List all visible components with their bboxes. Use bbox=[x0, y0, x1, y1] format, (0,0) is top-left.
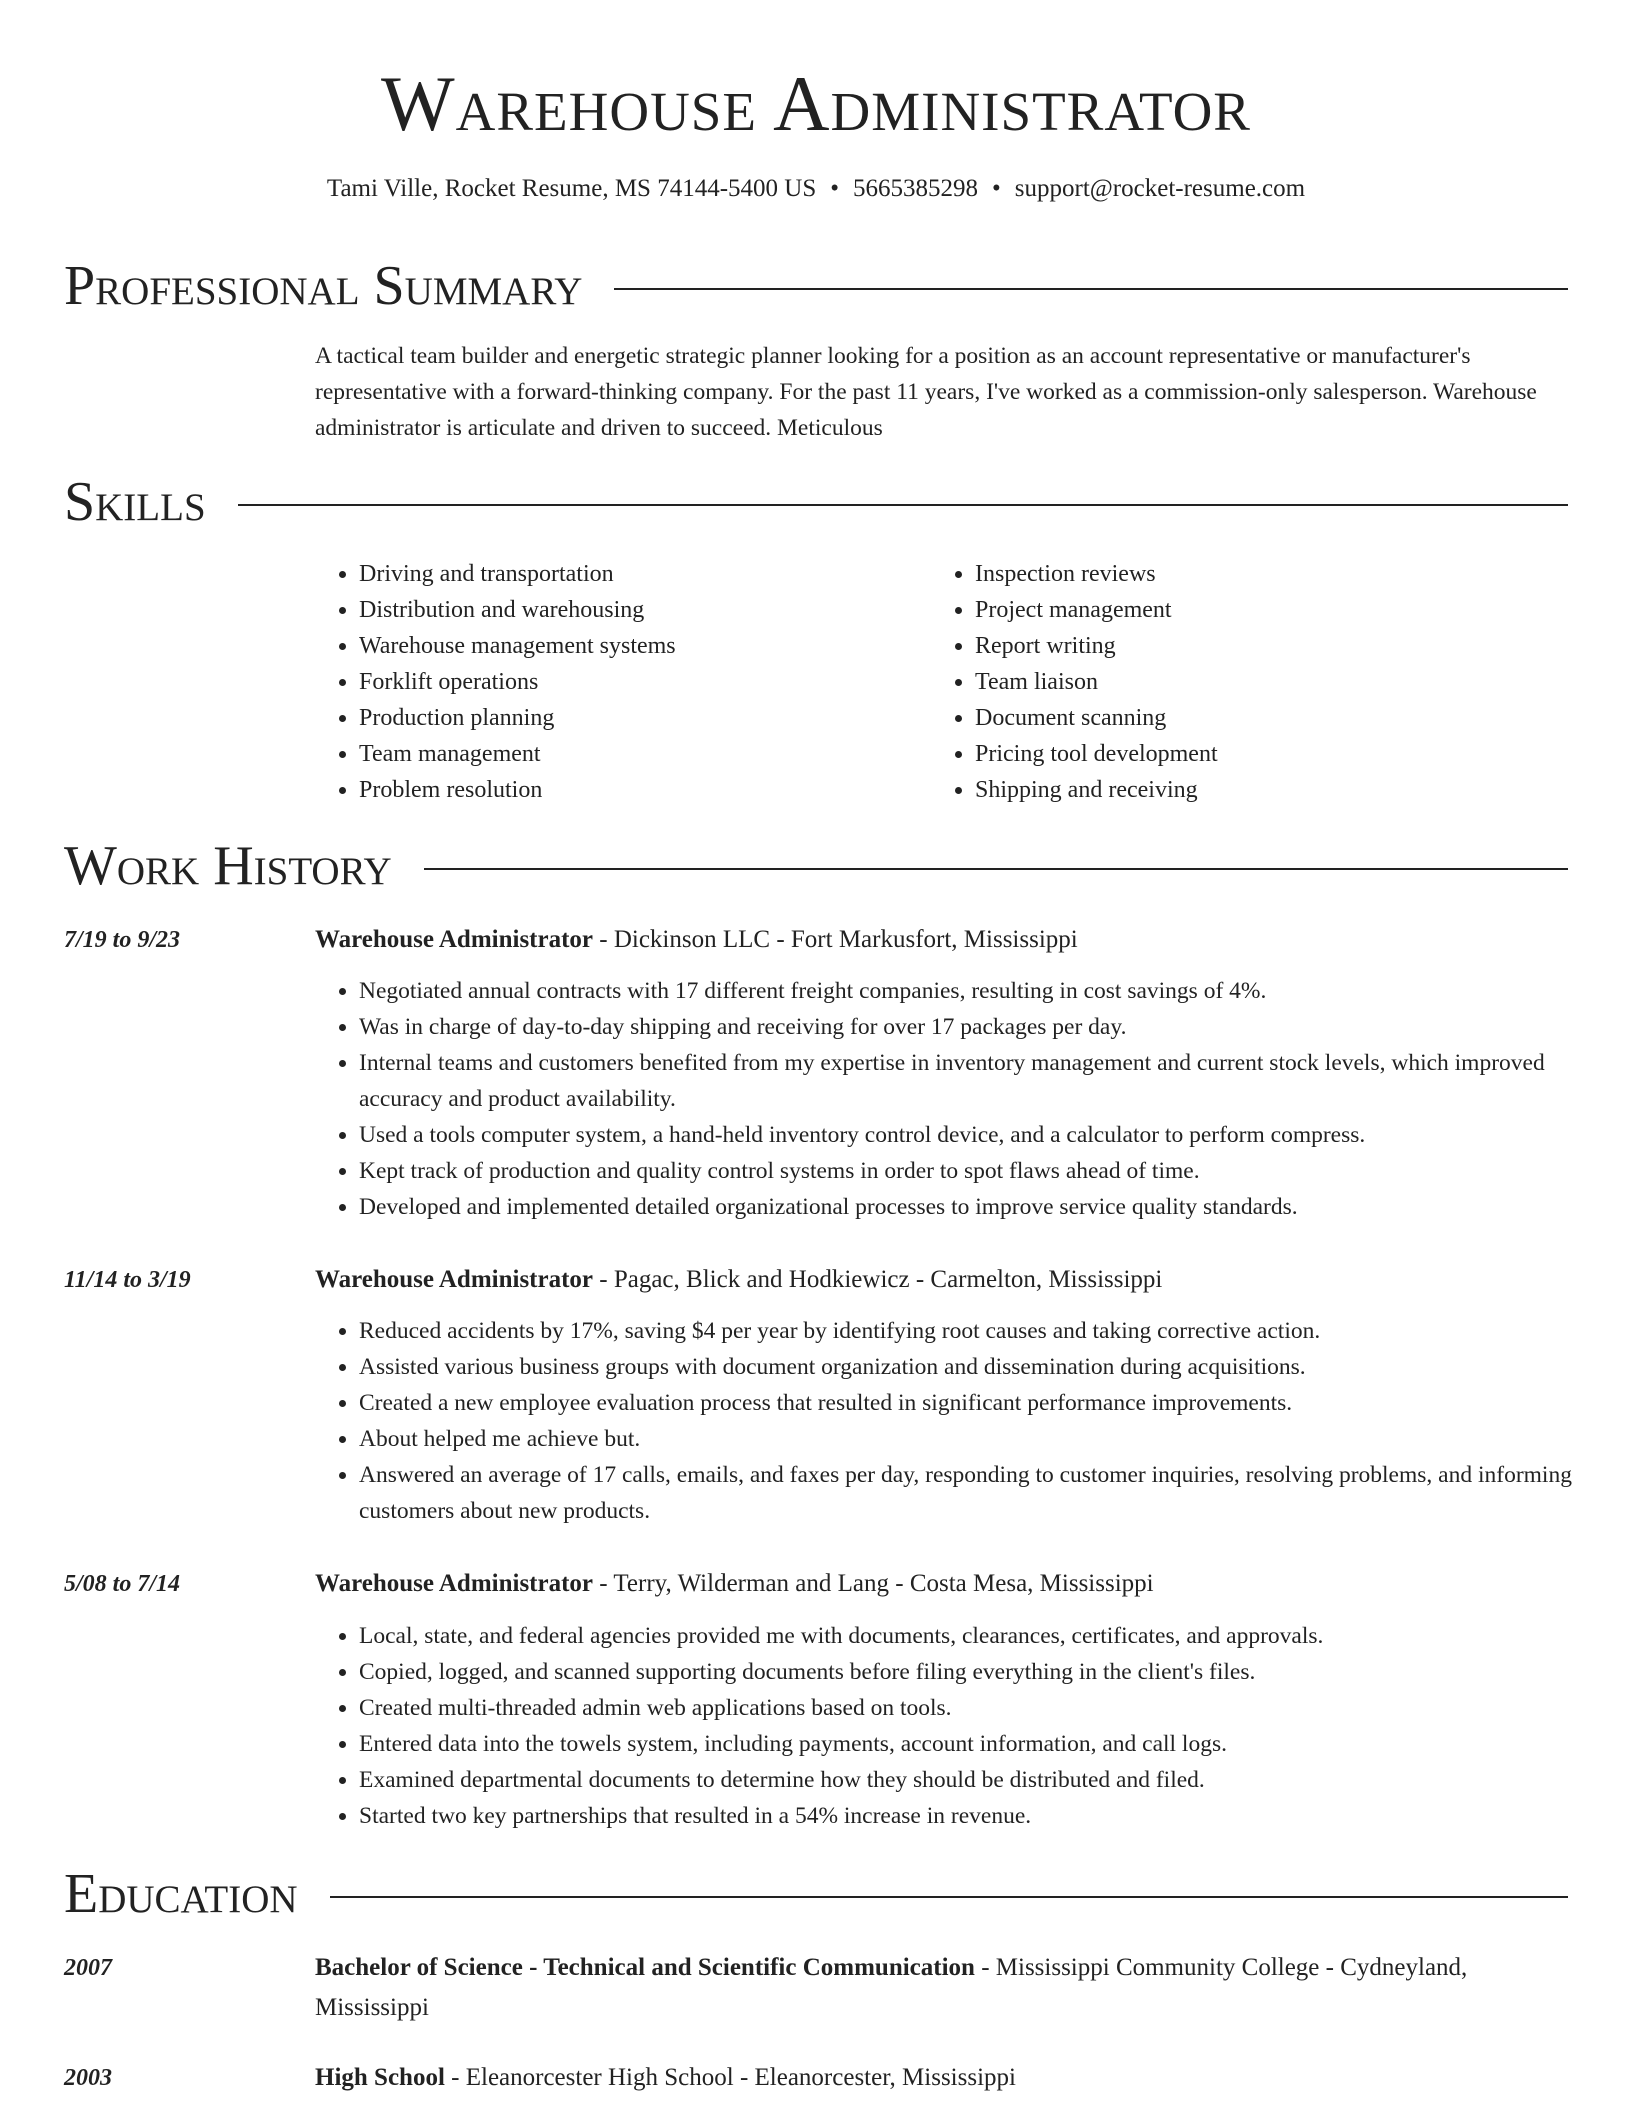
skill-item: • Forklift operations bbox=[359, 664, 919, 700]
job-bullets bbox=[315, 1618, 1612, 1834]
skill-item: • Document scanning bbox=[975, 700, 1575, 736]
job-employer: - Pagac, Blick and Hodkiewicz - Carmelton, Mississippi bbox=[593, 1266, 1163, 1293]
education-school: - Mississippi Community College - Cydneyland, Mississippi bbox=[315, 1954, 1468, 2021]
job-dates: 5/08 to 7/14 bbox=[64, 1571, 181, 1597]
job-bullet: • Kept track of production and quality control systems in order to spot flaws ahead of time. bbox=[359, 1153, 1612, 1189]
skill-item: • Report writing bbox=[975, 628, 1575, 664]
section-divider bbox=[614, 288, 1568, 290]
job-bullet: • Assisted various business groups with document organization and dissemination during acquisitions. bbox=[359, 1349, 1612, 1385]
job-bullet: • Started two key partnerships that resulted in a 54% increase in revenue. bbox=[359, 1798, 1612, 1834]
job-role: Warehouse Administrator bbox=[315, 926, 594, 953]
section-divider bbox=[238, 504, 1568, 506]
education-school: - Eleanorcester High School - Eleanorcester, Mississippi bbox=[444, 2064, 1016, 2091]
job-bullet: • Local, state, and federal agencies provided me with documents, clearances, certificates, and approvals. bbox=[359, 1618, 1612, 1654]
education-year: 2007 bbox=[64, 1955, 112, 1981]
contact-line bbox=[0, 172, 1632, 206]
summary-title: Professional Summary bbox=[64, 255, 583, 317]
job-dates: 7/19 to 9/23 bbox=[64, 927, 181, 953]
contact-separator: • bbox=[830, 175, 840, 202]
work-title: Work History bbox=[64, 835, 392, 897]
skill-item: • Driving and transportation bbox=[359, 556, 919, 592]
candidate-name: Warehouse Administrator bbox=[381, 60, 1251, 147]
skill-item: • Production planning bbox=[359, 700, 919, 736]
job-employer: - Dickinson LLC - Fort Markusfort, Mississippi bbox=[593, 926, 1078, 953]
job-bullet: • Negotiated annual contracts with 17 different freight companies, resulting in cost savings of 4%. bbox=[359, 973, 1612, 1009]
skill-item: • Pricing tool development bbox=[975, 736, 1575, 772]
skill-item: • Problem resolution bbox=[359, 772, 919, 808]
education-year: 2003 bbox=[64, 2065, 112, 2091]
job-role: Warehouse Administrator bbox=[315, 1570, 594, 1597]
skills-title: Skills bbox=[64, 471, 206, 533]
section-divider bbox=[330, 1896, 1568, 1898]
contact-separator: • bbox=[992, 175, 1001, 202]
job-bullet: • Developed and implemented detailed organizational processes to improve service quality standards. bbox=[359, 1189, 1612, 1225]
contact-email: support@rocket-resume.com bbox=[1014, 175, 1306, 202]
skill-item: • Team liaison bbox=[975, 664, 1575, 700]
section-divider bbox=[424, 868, 1568, 870]
job-bullet: • Internal teams and customers benefited from my expertise in inventory management and current stock levels, which improved accuracy and product availability. bbox=[359, 1045, 1612, 1117]
job-bullet: • Answered an average of 17 calls, emails, and faxes per day, responding to customer inquiries, resolving problems, and informing customers about new products. bbox=[359, 1457, 1612, 1529]
job-employer: - Terry, Wilderman and Lang - Costa Mesa, Mississippi bbox=[593, 1570, 1154, 1597]
skill-item: • Distribution and warehousing bbox=[359, 592, 919, 628]
education-heading bbox=[64, 1862, 1568, 1926]
job-bullet: • Created a new employee evaluation process that resulted in significant performance improvements. bbox=[359, 1385, 1612, 1421]
education-entry bbox=[315, 1948, 1568, 2028]
skills-list-right bbox=[931, 556, 1575, 808]
skill-item: • Team management bbox=[359, 736, 919, 772]
job-bullet: • About helped me achieve but. bbox=[359, 1421, 1612, 1457]
skills-heading bbox=[64, 470, 1568, 534]
education-title: Education bbox=[64, 1863, 298, 1925]
job-bullet: • Copied, logged, and scanned supporting documents before filing everything in the client's files. bbox=[359, 1654, 1612, 1690]
job-bullet: • Examined departmental documents to determine how they should be distributed and filed. bbox=[359, 1762, 1612, 1798]
job-bullets bbox=[315, 1313, 1612, 1529]
job-bullet: • Used a tools computer system, a hand-held inventory control device, and a calculator to perform compress. bbox=[359, 1117, 1612, 1153]
job-dates: 11/14 to 3/19 bbox=[64, 1267, 191, 1293]
skill-item: • Project management bbox=[975, 592, 1575, 628]
skills-list-left bbox=[315, 556, 919, 808]
skill-item: • Warehouse management systems bbox=[359, 628, 919, 664]
job-bullet: • Was in charge of day-to-day shipping and receiving for over 17 packages per day. bbox=[359, 1009, 1612, 1045]
job-bullet: • Reduced accidents by 17%, saving $4 per year by identifying root causes and taking corrective action. bbox=[359, 1313, 1612, 1349]
education-degree: High School bbox=[315, 2064, 445, 2091]
job-heading bbox=[315, 1564, 1568, 1604]
contact-phone: 5665385298 bbox=[853, 175, 979, 202]
skill-item: • Inspection reviews bbox=[975, 556, 1575, 592]
skill-item: • Shipping and receiving bbox=[975, 772, 1575, 808]
job-bullets bbox=[315, 973, 1612, 1225]
contact-address: Tami Ville, Rocket Resume, MS 74144-5400 US bbox=[326, 175, 817, 202]
education-entry bbox=[315, 2058, 1568, 2098]
job-bullet: • Created multi-threaded admin web applications based on tools. bbox=[359, 1690, 1612, 1726]
education-degree: Bachelor of Science - Technical and Scientific Communication bbox=[315, 1954, 975, 1981]
summary-heading bbox=[64, 254, 1568, 318]
job-bullet: • Entered data into the towels system, including payments, account information, and call logs. bbox=[359, 1726, 1612, 1762]
job-heading bbox=[315, 1260, 1568, 1300]
job-heading bbox=[315, 920, 1568, 960]
summary-text: A tactical team builder and energetic strategic planner looking for a position as an account representative or manufacturer's representative with a forward-thinking company. For the past 11 years, I've worked as a commission-only salesperson. Warehouse administrator is articulate and driven to succeed. Meticulous bbox=[315, 343, 1537, 441]
work-heading bbox=[64, 834, 1568, 898]
job-role: Warehouse Administrator bbox=[315, 1266, 594, 1293]
